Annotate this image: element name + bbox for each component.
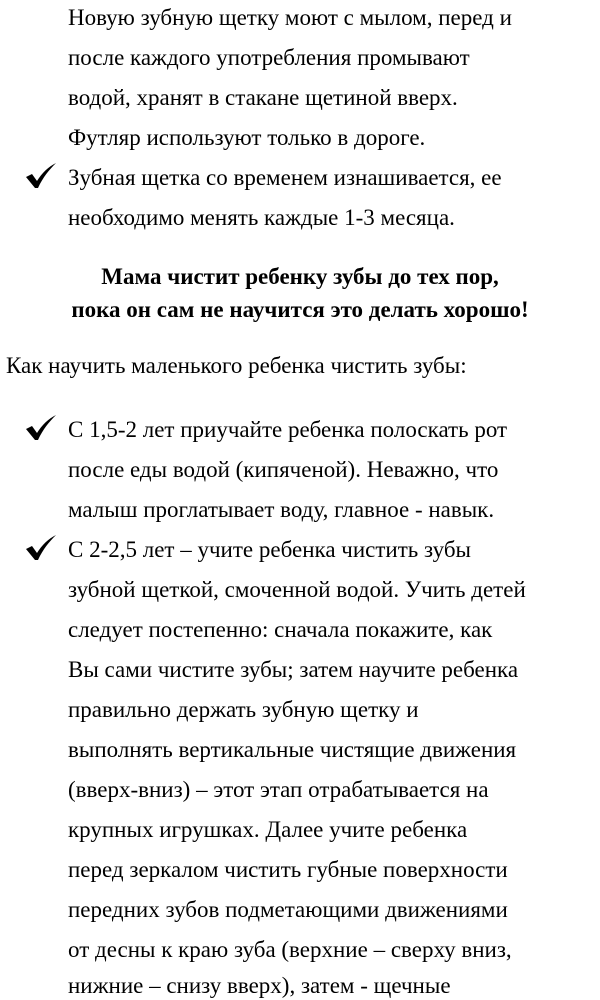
text-line: необходимо менять каждые 1-3 месяца. (68, 205, 455, 230)
text-line: (вверх-вниз) – этот этап отрабатывается на (68, 777, 489, 802)
checkmark-icon (24, 414, 58, 442)
text-line: Вы сами чистите зубы; затем научите ребенка (68, 657, 519, 682)
checkmark-icon (24, 534, 58, 562)
text-line: водой, хранят в стакане щетиной вверх. (68, 85, 458, 110)
text-line: перед зеркалом чистить губные поверхности (68, 857, 508, 882)
text-line: Новую зубную щетку моют с мылом, перед и (68, 5, 512, 30)
section-intro: Как научить маленького ребенка чистить зубы: (6, 353, 467, 378)
text-line: зубной щеткой, смоченной водой. Учить детей (68, 577, 526, 602)
checkmark-icon (24, 162, 58, 190)
emphasis-line: пока он сам не научится это делать хорошо! (71, 297, 529, 322)
text-line: выполнять вертикальные чистящие движения (68, 737, 517, 762)
text-line: после каждого употребления промывают (68, 45, 470, 70)
text-line: передних зубов подметающими движениями (68, 897, 508, 922)
text-line: крупных игрушках. Далее учите ребенка (68, 817, 468, 842)
text-line: нижние – снизу вверх), затем - щечные (68, 973, 451, 998)
text-line: С 2-2,5 лет – учите ребенка чистить зубы (68, 537, 471, 562)
text-line: Футляр используют только в дороге. (68, 125, 426, 150)
text-line: малыш проглатывает воду, главное - навык. (68, 497, 495, 522)
text-line: от десны к краю зуба (верхние – сверху вниз, (68, 937, 512, 962)
text-line: следует постепенно: сначала покажите, как (68, 617, 493, 642)
text-line: правильно держать зубную щетку и (68, 697, 419, 722)
emphasis-line: Мама чистит ребенку зубы до тех пор, (101, 264, 499, 289)
text-line: после еды водой (кипяченой). Неважно, что (68, 457, 499, 482)
text-line: С 1,5-2 лет приучайте ребенка полоскать рот (68, 417, 508, 442)
text-line: Зубная щетка со временем изнашивается, ее (68, 165, 502, 190)
